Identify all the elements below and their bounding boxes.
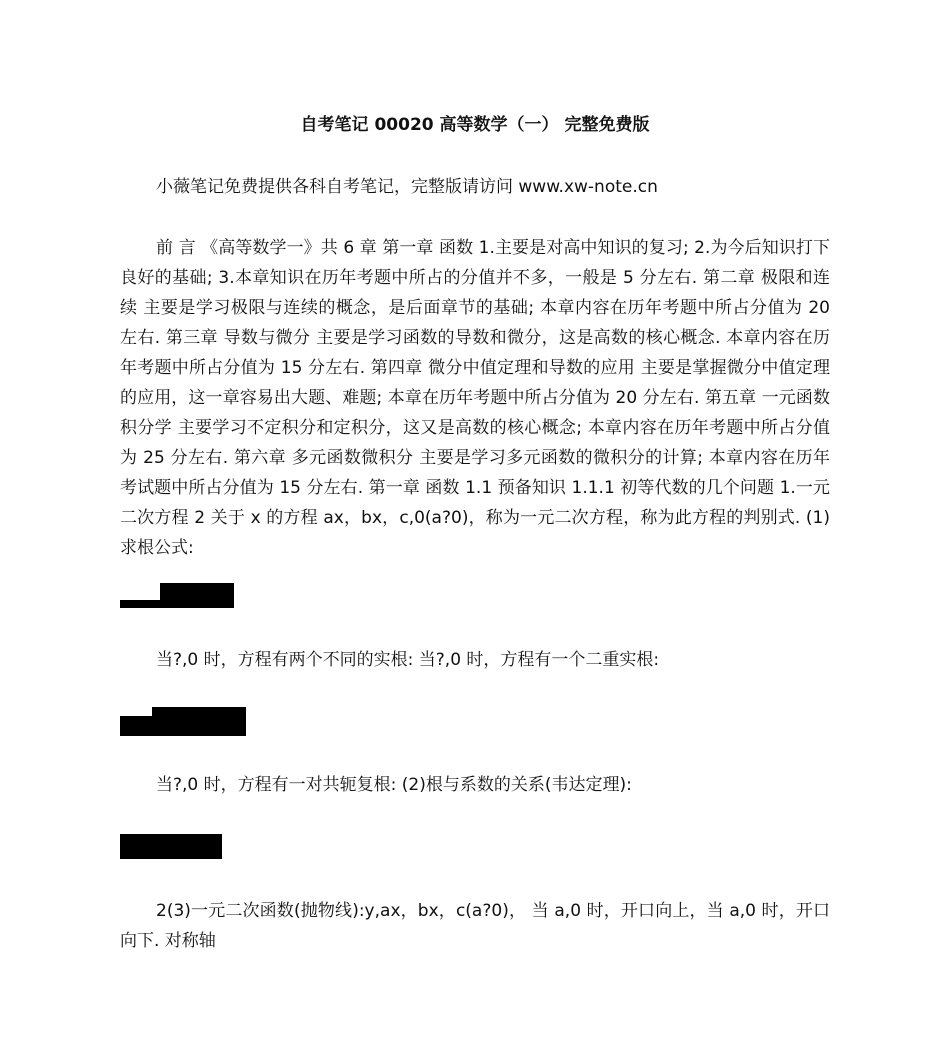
parabola-paragraph: 2(3)一元二次函数(抛物线):y,ax，bx，c(a?0)， 当 a,0 时，开口向上，当 a,0 时，开口向下. 对称轴: [120, 901, 830, 951]
discriminant-paragraph: 当?,0 时，方程有两个不同的实根: 当?,0 时，方程有一个二重实根:: [156, 650, 660, 670]
formula-image-double-root-part: [152, 707, 246, 736]
formula-image-root-formula-part: [160, 583, 234, 608]
formula-image-vieta: [120, 834, 222, 859]
complex-root-paragraph: 当?,0 时，方程有一对共轭复根: (2)根与系数的关系(韦达定理):: [156, 775, 632, 795]
preface-paragraph: 前 言 《高等数学一》共 6 章 第一章 函数 1.主要是对高中知识的复习; 2.为今后知识打下良好的基础; 3.本章知识在历年考题中所占的分值并不多，一般是 5 分左右. 第二章 极限和连续 主要是学习极限与连续的概念，是后面章节的基础; 本章内容在历年考题中所占分值为 20 左右. 第三章 导数与微分 主要是学习函数的导数和微分，这是高数的核心概念. 本章内容在历年考题中所占分值为 15 分左右. 第四章 微分中值定理和导数的应用 主要是掌握微分中值定理的应用，这一章容易出大题、难题; 本章在历年考题中所占分值为 20 分左右. 第五章 一元函数积分学 主要学习不定积分和定积分，这又是高数的核心概念; 本章内容在历年考题中所占分值为 25 分左右. 第六章 多元函数微积分 主要是学习多元函数的微积分的计算; 本章内容在历年考试题中所占分值为 15 分左右. 第一章 函数 1.1 预备知识 1.1.1 初等代数的几个问题 1.一元二次方程 2 关于 x 的方程 ax，bx，c,0(a?0)，称为一元二次方程，称为此方程的判别式. (1)求根公式:: [120, 238, 830, 558]
intro-paragraph: 小薇笔记免费提供各科自考笔记，完整版请访问 www.xw-note.cn: [156, 177, 658, 197]
formula-image-root-formula: [120, 600, 160, 608]
document-title: 自考笔记 00020 高等数学（一） 完整免费版: [300, 115, 650, 135]
formula-image-double-root: [120, 716, 152, 736]
